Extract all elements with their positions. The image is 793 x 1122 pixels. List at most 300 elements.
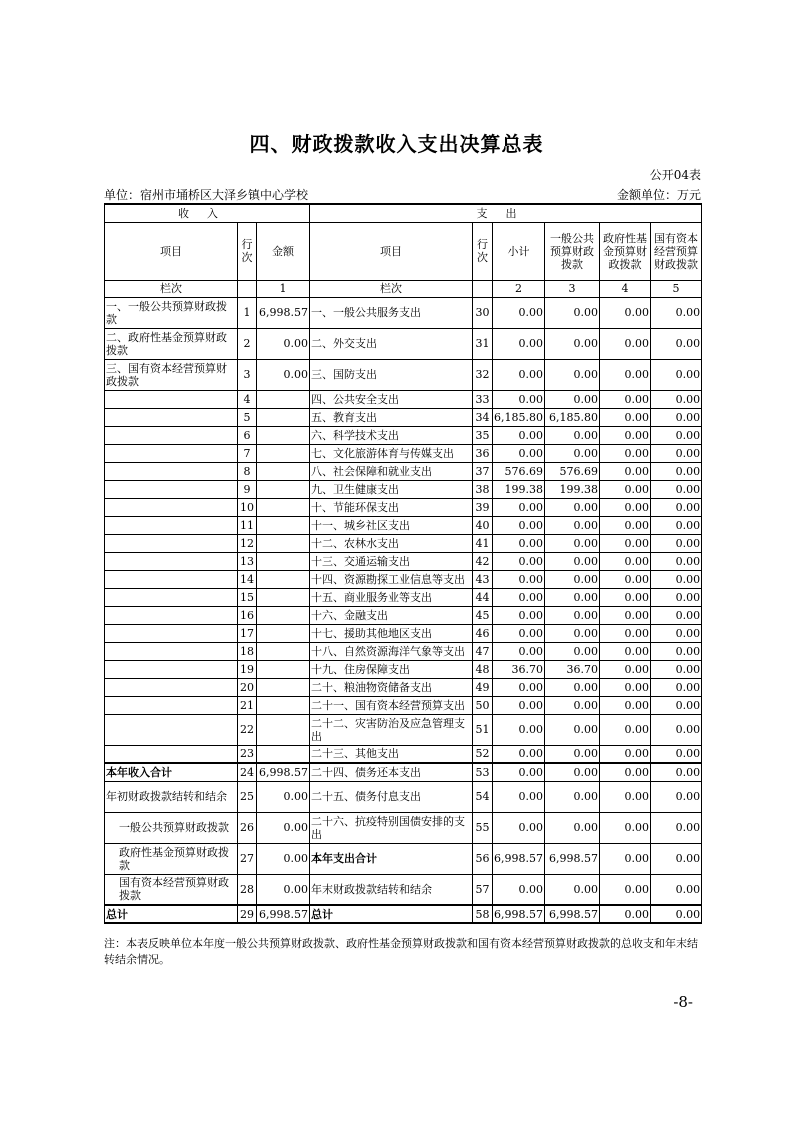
subtotal-cell: 0.00	[493, 552, 545, 570]
table-row	[105, 588, 702, 606]
gov-fund-cell: 0.00	[600, 745, 651, 763]
income-row-no-cell: 5	[238, 408, 257, 426]
general-budget-cell: 0.00	[545, 781, 600, 812]
gov-fund-cell: 0.00	[600, 328, 651, 359]
income-row-no-cell: 3	[238, 359, 257, 390]
income-item-cell	[105, 696, 238, 714]
income-amount-cell: 6,998.57	[257, 763, 310, 781]
expense-row-no-cell: 37	[473, 462, 493, 480]
income-amount-cell	[257, 534, 310, 552]
income-item-cell: 一、一般公共预算财政拨款	[105, 297, 238, 328]
subtotal-cell: 0.00	[493, 696, 545, 714]
income-row-no-cell: 6	[238, 426, 257, 444]
state-capital-cell: 0.00	[651, 588, 702, 606]
gov-fund-cell: 0.00	[600, 606, 651, 624]
general-budget-cell: 6,185.80	[545, 408, 600, 426]
general-budget-cell: 0.00	[545, 516, 600, 534]
table-row	[105, 696, 702, 714]
income-row-no-cell: 16	[238, 606, 257, 624]
expense-item-cell: 十九、住房保障支出	[310, 660, 473, 678]
income-item-cell: 三、国有资本经营预算财政拨款	[105, 359, 238, 390]
income-amount-header: 金额	[257, 222, 310, 280]
income-item-header: 项目	[105, 222, 238, 280]
expense-item-cell: 十二、农林水支出	[310, 534, 473, 552]
state-capital-cell: 0.00	[651, 359, 702, 390]
page-title: 四、财政拨款收入支出决算总表	[249, 132, 544, 156]
general-budget-cell: 0.00	[545, 426, 600, 444]
subtotal-cell: 0.00	[493, 588, 545, 606]
state-capital-cell: 0.00	[651, 843, 702, 874]
income-item-cell	[105, 570, 238, 588]
income-row-no-cell: 21	[238, 696, 257, 714]
expense-row-no-cell: 49	[473, 678, 493, 696]
income-amount-cell: 0.00	[257, 781, 310, 812]
expense-item-cell: 年末财政拨款结转和结余	[310, 874, 473, 905]
expense-row-no-cell: 54	[473, 781, 493, 812]
table-row	[105, 297, 702, 328]
expense-row-no-cell: 43	[473, 570, 493, 588]
table-row	[105, 408, 702, 426]
general-budget-cell: 0.00	[545, 390, 600, 408]
general-budget-cell: 0.00	[545, 498, 600, 516]
table-row	[105, 642, 702, 660]
expense-row-no-cell: 34	[473, 408, 493, 426]
income-row-no-cell: 18	[238, 642, 257, 660]
table-row	[105, 359, 702, 390]
income-row-no-cell: 10	[238, 498, 257, 516]
expense-row-no-cell: 36	[473, 444, 493, 462]
gov-fund-cell: 0.00	[600, 390, 651, 408]
gov-fund-cell: 0.00	[600, 696, 651, 714]
income-item-cell	[105, 498, 238, 516]
income-item-cell	[105, 642, 238, 660]
gov-fund-cell: 0.00	[600, 678, 651, 696]
table-row	[105, 552, 702, 570]
expense-item-cell: 十、节能环保支出	[310, 498, 473, 516]
table-row	[105, 498, 702, 516]
state-capital-cell: 0.00	[651, 624, 702, 642]
gov-fund-cell: 0.00	[600, 781, 651, 812]
income-row-no-header: 行次	[238, 222, 257, 280]
income-item-cell	[105, 606, 238, 624]
income-amount-cell: 0.00	[257, 328, 310, 359]
general-budget-cell: 0.00	[545, 624, 600, 642]
income-item-cell	[105, 480, 238, 498]
unit-row	[104, 186, 701, 203]
income-row-no-cell: 22	[238, 714, 257, 745]
subtotal-cell: 36.70	[493, 660, 545, 678]
income-item-cell	[105, 390, 238, 408]
income-amount-cell	[257, 606, 310, 624]
income-item-cell	[105, 426, 238, 444]
expense-item-cell: 四、公共安全支出	[310, 390, 473, 408]
expense-item-cell: 二十五、债务付息支出	[310, 781, 473, 812]
income-item-cell	[105, 678, 238, 696]
gov-fund-cell: 0.00	[600, 516, 651, 534]
subtotal-cell: 0.00	[493, 874, 545, 905]
state-capital-cell: 0.00	[651, 714, 702, 745]
general-budget-cell: 0.00	[545, 297, 600, 328]
general-budget-cell: 0.00	[545, 552, 600, 570]
income-item-cell	[105, 516, 238, 534]
expense-row-no-header: 行次	[473, 222, 493, 280]
gov-fund-cell: 0.00	[600, 297, 651, 328]
subtotal-cell: 199.38	[493, 480, 545, 498]
expense-row-no-cell: 31	[473, 328, 493, 359]
income-amount-cell	[257, 390, 310, 408]
general-budget-cell: 0.00	[545, 570, 600, 588]
expense-item-cell: 二十三、其他支出	[310, 745, 473, 763]
gov-fund-cell: 0.00	[600, 588, 651, 606]
column-blank	[473, 280, 493, 297]
expense-row-no-cell: 42	[473, 552, 493, 570]
income-amount-cell	[257, 745, 310, 763]
income-row-no-cell: 27	[238, 843, 257, 874]
general-budget-cell: 6,998.57	[545, 905, 600, 923]
subtotal-cell: 0.00	[493, 516, 545, 534]
subtotal-cell: 0.00	[493, 297, 545, 328]
gov-fund-cell: 0.00	[600, 462, 651, 480]
income-amount-cell: 6,998.57	[257, 905, 310, 923]
expense-row-no-cell: 35	[473, 426, 493, 444]
income-item-cell	[105, 624, 238, 642]
expense-row-no-cell: 44	[473, 588, 493, 606]
subtotal-cell: 0.00	[493, 714, 545, 745]
state-capital-cell: 0.00	[651, 745, 702, 763]
gov-fund-cell: 0.00	[600, 763, 651, 781]
general-budget-cell: 576.69	[545, 462, 600, 480]
table-row	[105, 624, 702, 642]
expense-item-cell: 五、教育支出	[310, 408, 473, 426]
expense-row-no-cell: 39	[473, 498, 493, 516]
expense-item-header: 项目	[310, 222, 473, 280]
table-row	[105, 462, 702, 480]
form-number: 公开04表	[649, 168, 701, 182]
income-amount-cell	[257, 696, 310, 714]
state-capital-cell: 0.00	[651, 606, 702, 624]
gov-fund-cell: 0.00	[600, 642, 651, 660]
subtotal-cell: 0.00	[493, 745, 545, 763]
income-amount-cell	[257, 588, 310, 606]
general-budget-cell: 0.00	[545, 696, 600, 714]
gov-fund-cell: 0.00	[600, 359, 651, 390]
gov-fund-cell: 0.00	[600, 660, 651, 678]
state-capital-cell: 0.00	[651, 570, 702, 588]
state-capital-cell: 0.00	[651, 696, 702, 714]
amount-unit: 金额单位：万元	[616, 188, 701, 202]
expense-item-cell: 一、一般公共服务支出	[310, 297, 473, 328]
income-amount-cell: 0.00	[257, 812, 310, 843]
state-capital-cell: 0.00	[651, 297, 702, 328]
income-amount-cell	[257, 678, 310, 696]
expense-item-cell: 二十四、债务还本支出	[310, 763, 473, 781]
state-capital-cell: 0.00	[651, 552, 702, 570]
column-label: 栏次	[105, 280, 238, 297]
expense-row-no-cell: 55	[473, 812, 493, 843]
income-row-no-cell: 20	[238, 678, 257, 696]
gov-fund-cell: 0.00	[600, 498, 651, 516]
general-budget-cell: 0.00	[545, 534, 600, 552]
state-capital-cell: 0.00	[651, 660, 702, 678]
general-budget-cell: 0.00	[545, 642, 600, 660]
table-row	[105, 480, 702, 498]
column-blank	[238, 280, 257, 297]
income-item-cell: 年初财政拨款结转和结余	[105, 781, 238, 812]
column-number: 5	[651, 280, 702, 297]
table-row	[105, 714, 702, 745]
table-row	[105, 660, 702, 678]
expense-row-no-cell: 57	[473, 874, 493, 905]
table-row	[105, 763, 702, 781]
state-capital-cell: 0.00	[651, 781, 702, 812]
expense-row-no-cell: 45	[473, 606, 493, 624]
gov-fund-cell: 0.00	[600, 905, 651, 923]
income-amount-cell	[257, 570, 310, 588]
income-item-cell	[105, 588, 238, 606]
income-item-cell	[105, 462, 238, 480]
general-budget-cell: 199.38	[545, 480, 600, 498]
expense-row-no-cell: 52	[473, 745, 493, 763]
general-budget-cell: 0.00	[545, 444, 600, 462]
gov-fund-cell: 0.00	[600, 843, 651, 874]
income-item-cell	[105, 660, 238, 678]
subtotal-cell: 0.00	[493, 781, 545, 812]
expense-row-no-cell: 53	[473, 763, 493, 781]
table-row	[105, 843, 702, 874]
expense-item-cell: 本年支出合计	[310, 843, 473, 874]
expense-row-no-cell: 41	[473, 534, 493, 552]
income-amount-cell: 6,998.57	[257, 297, 310, 328]
subtotal-cell: 576.69	[493, 462, 545, 480]
expense-item-cell: 九、卫生健康支出	[310, 480, 473, 498]
state-capital-cell: 0.00	[651, 390, 702, 408]
table-row	[105, 390, 702, 408]
state-capital-cell: 0.00	[651, 812, 702, 843]
income-amount-cell	[257, 552, 310, 570]
expense-row-no-cell: 50	[473, 696, 493, 714]
income-amount-cell: 0.00	[257, 843, 310, 874]
income-item-cell: 本年收入合计	[105, 763, 238, 781]
income-row-no-cell: 4	[238, 390, 257, 408]
subtotal-cell: 0.00	[493, 359, 545, 390]
expense-item-cell: 十五、商业服务业等支出	[310, 588, 473, 606]
gov-fund-cell: 0.00	[600, 570, 651, 588]
table-note: 注：本表反映单位本年度一般公共预算财政拨款、政府性基金预算财政拨款和国有资本经营预算财政拨款的总收支和年末结转结余情况。	[104, 937, 698, 966]
table-row	[105, 444, 702, 462]
state-capital-cell: 0.00	[651, 480, 702, 498]
income-item-cell: 二、政府性基金预算财政拨款	[105, 328, 238, 359]
expense-item-cell: 十六、金融支出	[310, 606, 473, 624]
column-number: 4	[600, 280, 651, 297]
state-capital-cell: 0.00	[651, 328, 702, 359]
table-row	[105, 905, 702, 923]
income-row-no-cell: 17	[238, 624, 257, 642]
gov-fund-cell: 0.00	[600, 480, 651, 498]
unit-name: 单位：宿州市埇桥区大泽乡镇中心学校	[104, 188, 309, 202]
income-item-cell: 国有资本经营预算财政拨款	[105, 874, 238, 905]
state-capital-header: 国有资本经营预算财政拨款	[651, 222, 702, 280]
gov-fund-cell: 0.00	[600, 444, 651, 462]
income-row-no-cell: 12	[238, 534, 257, 552]
state-capital-cell: 0.00	[651, 426, 702, 444]
expense-row-no-cell: 56	[473, 843, 493, 874]
state-capital-cell: 0.00	[651, 444, 702, 462]
expense-row-no-cell: 38	[473, 480, 493, 498]
page-number: -8-	[673, 993, 693, 1011]
income-item-cell	[105, 408, 238, 426]
column-number: 3	[545, 280, 600, 297]
general-budget-cell: 0.00	[545, 714, 600, 745]
income-item-cell	[105, 745, 238, 763]
expense-row-no-cell: 51	[473, 714, 493, 745]
table-row	[105, 516, 702, 534]
column-number: 2	[493, 280, 545, 297]
general-budget-cell: 0.00	[545, 812, 600, 843]
subtotal-cell: 0.00	[493, 678, 545, 696]
income-amount-cell	[257, 426, 310, 444]
subtotal-cell: 6,998.57	[493, 905, 545, 923]
column-number: 1	[257, 280, 310, 297]
expense-row-no-cell: 48	[473, 660, 493, 678]
table-row	[105, 745, 702, 763]
state-capital-cell: 0.00	[651, 498, 702, 516]
state-capital-cell: 0.00	[651, 516, 702, 534]
state-capital-cell: 0.00	[651, 462, 702, 480]
general-budget-cell: 0.00	[545, 745, 600, 763]
expense-item-cell: 十四、资源勘探工业信息等支出	[310, 570, 473, 588]
table-row	[105, 606, 702, 624]
expense-row-no-cell: 32	[473, 359, 493, 390]
expense-item-cell: 八、社会保障和就业支出	[310, 462, 473, 480]
general-budget-cell: 6,998.57	[545, 843, 600, 874]
gov-fund-cell: 0.00	[600, 624, 651, 642]
income-row-no-cell: 1	[238, 297, 257, 328]
subtotal-cell: 0.00	[493, 606, 545, 624]
subtotal-cell: 0.00	[493, 763, 545, 781]
general-budget-cell: 0.00	[545, 359, 600, 390]
gov-fund-header: 政府性基金预算财政拨款	[600, 222, 651, 280]
income-item-cell	[105, 714, 238, 745]
expense-item-cell: 十三、交通运输支出	[310, 552, 473, 570]
expense-row-no-cell: 58	[473, 905, 493, 923]
general-budget-cell: 0.00	[545, 328, 600, 359]
table-row	[105, 678, 702, 696]
subtotal-cell: 0.00	[493, 498, 545, 516]
expense-item-cell: 七、文化旅游体育与传媒支出	[310, 444, 473, 462]
general-budget-header: 一般公共预算财政拨款	[545, 222, 600, 280]
table-row	[105, 570, 702, 588]
income-amount-cell	[257, 714, 310, 745]
income-item-cell: 总计	[105, 905, 238, 923]
expense-item-cell: 十一、城乡社区支出	[310, 516, 473, 534]
income-item-cell: 政府性基金预算财政拨款	[105, 843, 238, 874]
subtotal-cell: 0.00	[493, 642, 545, 660]
subtotal-cell: 0.00	[493, 426, 545, 444]
subtotal-cell: 6,185.80	[493, 408, 545, 426]
general-budget-cell: 0.00	[545, 678, 600, 696]
subtotal-cell: 0.00	[493, 390, 545, 408]
gov-fund-cell: 0.00	[600, 534, 651, 552]
subtotal-cell: 0.00	[493, 812, 545, 843]
income-item-cell	[105, 444, 238, 462]
expense-item-cell: 十七、援助其他地区支出	[310, 624, 473, 642]
income-row-no-cell: 7	[238, 444, 257, 462]
state-capital-cell: 0.00	[651, 905, 702, 923]
state-capital-cell: 0.00	[651, 763, 702, 781]
income-row-no-cell: 2	[238, 328, 257, 359]
income-row-no-cell: 26	[238, 812, 257, 843]
subtotal-cell: 0.00	[493, 570, 545, 588]
expense-row-no-cell: 33	[473, 390, 493, 408]
income-row-no-cell: 13	[238, 552, 257, 570]
income-amount-cell	[257, 462, 310, 480]
expense-item-cell: 六、科学技术支出	[310, 426, 473, 444]
gov-fund-cell: 0.00	[600, 552, 651, 570]
income-amount-cell	[257, 408, 310, 426]
state-capital-cell: 0.00	[651, 678, 702, 696]
expense-row-no-cell: 46	[473, 624, 493, 642]
subtotal-header: 小计	[493, 222, 545, 280]
income-row-no-cell: 23	[238, 745, 257, 763]
expense-row-no-cell: 30	[473, 297, 493, 328]
table-row	[105, 781, 702, 812]
income-amount-cell	[257, 444, 310, 462]
fiscal-summary-table	[104, 203, 702, 924]
income-row-no-cell: 15	[238, 588, 257, 606]
table-row	[105, 328, 702, 359]
income-amount-cell	[257, 480, 310, 498]
income-row-no-cell: 29	[238, 905, 257, 923]
income-amount-cell	[257, 624, 310, 642]
expense-item-cell: 二十一、国有资本经营预算支出	[310, 696, 473, 714]
expense-group-header: 支出	[310, 204, 702, 222]
income-item-cell	[105, 552, 238, 570]
state-capital-cell: 0.00	[651, 534, 702, 552]
expense-item-cell: 三、国防支出	[310, 359, 473, 390]
income-row-no-cell: 19	[238, 660, 257, 678]
general-budget-cell: 36.70	[545, 660, 600, 678]
state-capital-cell: 0.00	[651, 408, 702, 426]
table-row	[105, 812, 702, 843]
expense-item-cell: 二十六、抗疫特别国债安排的支出	[310, 812, 473, 843]
gov-fund-cell: 0.00	[600, 812, 651, 843]
income-item-cell: 一般公共预算财政拨款	[105, 812, 238, 843]
subtotal-cell: 0.00	[493, 328, 545, 359]
subtotal-cell: 6,998.57	[493, 843, 545, 874]
income-amount-cell	[257, 516, 310, 534]
general-budget-cell: 0.00	[545, 874, 600, 905]
subtotal-cell: 0.00	[493, 444, 545, 462]
income-item-cell	[105, 534, 238, 552]
income-amount-cell: 0.00	[257, 359, 310, 390]
gov-fund-cell: 0.00	[600, 408, 651, 426]
expense-item-cell: 总计	[310, 905, 473, 923]
income-amount-cell: 0.00	[257, 874, 310, 905]
subtotal-cell: 0.00	[493, 624, 545, 642]
table-row	[105, 426, 702, 444]
income-row-no-cell: 25	[238, 781, 257, 812]
expense-item-cell: 二、外交支出	[310, 328, 473, 359]
income-amount-cell	[257, 660, 310, 678]
subtotal-cell: 0.00	[493, 534, 545, 552]
income-group-header: 收入	[105, 204, 310, 222]
expense-row-no-cell: 47	[473, 642, 493, 660]
income-row-no-cell: 28	[238, 874, 257, 905]
income-row-no-cell: 9	[238, 480, 257, 498]
expense-item-cell: 二十、粮油物资储备支出	[310, 678, 473, 696]
income-amount-cell	[257, 642, 310, 660]
general-budget-cell: 0.00	[545, 588, 600, 606]
